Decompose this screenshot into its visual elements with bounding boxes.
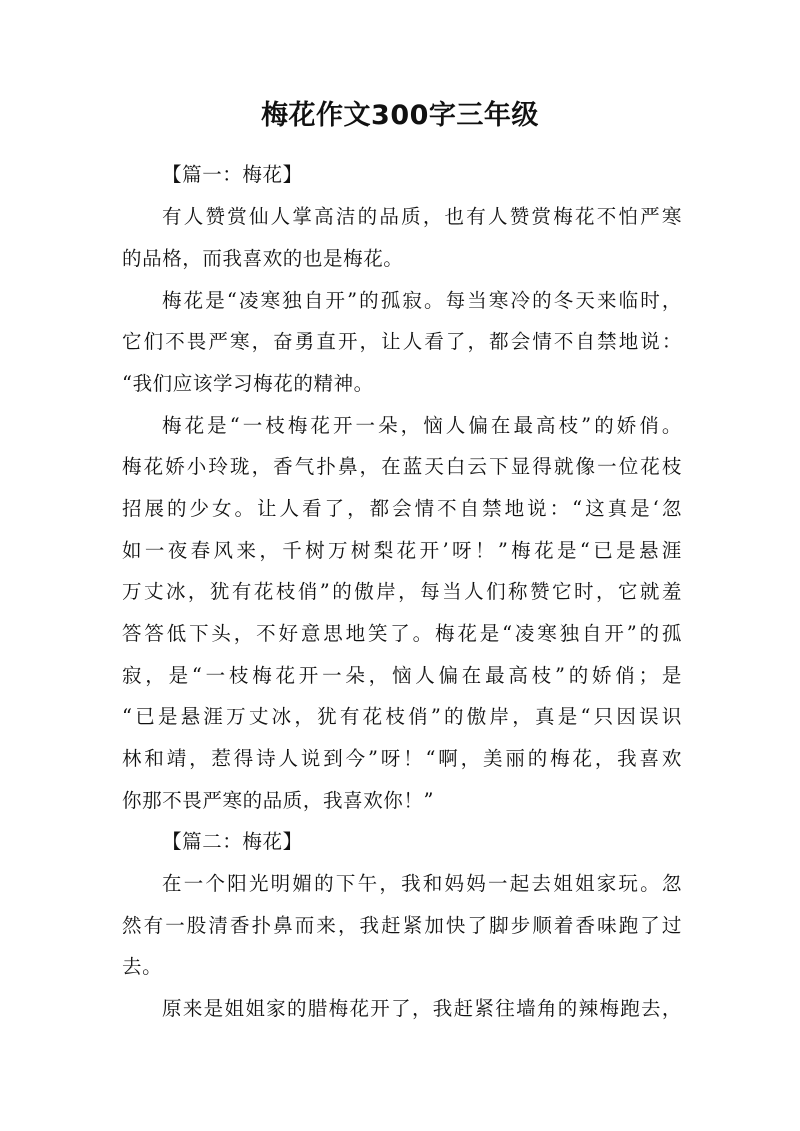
paragraph-line: 你那不畏严寒的品质，我喜欢你！” bbox=[122, 789, 435, 812]
section-heading-1: 【篇一：梅花】 bbox=[162, 163, 303, 186]
paragraph-line: “已是悬涯万丈冰，犹有花枝俏”的傲岸，真是“只因误识 bbox=[122, 705, 682, 728]
paragraph-line: 答答低下头，不好意思地笑了。梅花是“凌寒独自开”的孤 bbox=[122, 622, 682, 645]
paragraph-line: 在一个阳光明媚的下午，我和妈妈一起去姐姐家玩。忽 bbox=[162, 872, 682, 895]
paragraph-line: 梅花是“凌寒独自开”的孤寂。每当寒冷的冬天来临时， bbox=[162, 289, 682, 312]
paragraph-line: 有人赞赏仙人掌高洁的品质，也有人赞赏梅花不怕严寒 bbox=[162, 205, 682, 228]
paragraph-line: 梅花是“一枝梅花开一朵，恼人偏在最高枝”的娇俏。 bbox=[162, 414, 682, 437]
paragraph-line: 原来是姐姐家的腊梅花开了，我赶紧往墙角的辣梅跑去， bbox=[162, 997, 682, 1020]
paragraph-line: 梅花娇小玲珑，香气扑鼻，在蓝天白云下显得就像一位花枝 bbox=[122, 455, 682, 478]
paragraph-line: 寂，是“一枝梅花开一朵，恼人偏在最高枝”的娇俏；是 bbox=[122, 664, 682, 687]
paragraph-line: 的品格，而我喜欢的也是梅花。 bbox=[122, 247, 404, 270]
paragraph-line: 去。 bbox=[122, 955, 163, 978]
document-title: 梅花作文300字三年级 bbox=[261, 100, 539, 131]
paragraph-line: 万丈冰，犹有花枝俏”的傲岸，每当人们称赞它时，它就羞 bbox=[122, 580, 682, 603]
paragraph-line: 招展的少女。让人看了，都会情不自禁地说：“这真是‘忽 bbox=[122, 497, 682, 520]
paragraph-line: 它们不畏严寒，奋勇直开，让人看了，都会情不自禁地说： bbox=[122, 330, 682, 353]
paragraph-line: 林和靖，惹得诗人说到今”呀！“啊，美丽的梅花，我喜欢 bbox=[122, 747, 682, 770]
paragraph-line: “我们应该学习梅花的精神。 bbox=[122, 372, 374, 395]
section-heading-2: 【篇二：梅花】 bbox=[162, 830, 303, 853]
paragraph-line: 如一夜春风来，千树万树梨花开’呀！”梅花是“已是悬涯 bbox=[122, 539, 682, 562]
paragraph-line: 然有一股清香扑鼻而来，我赶紧加快了脚步顺着香味跑了过 bbox=[122, 914, 682, 937]
